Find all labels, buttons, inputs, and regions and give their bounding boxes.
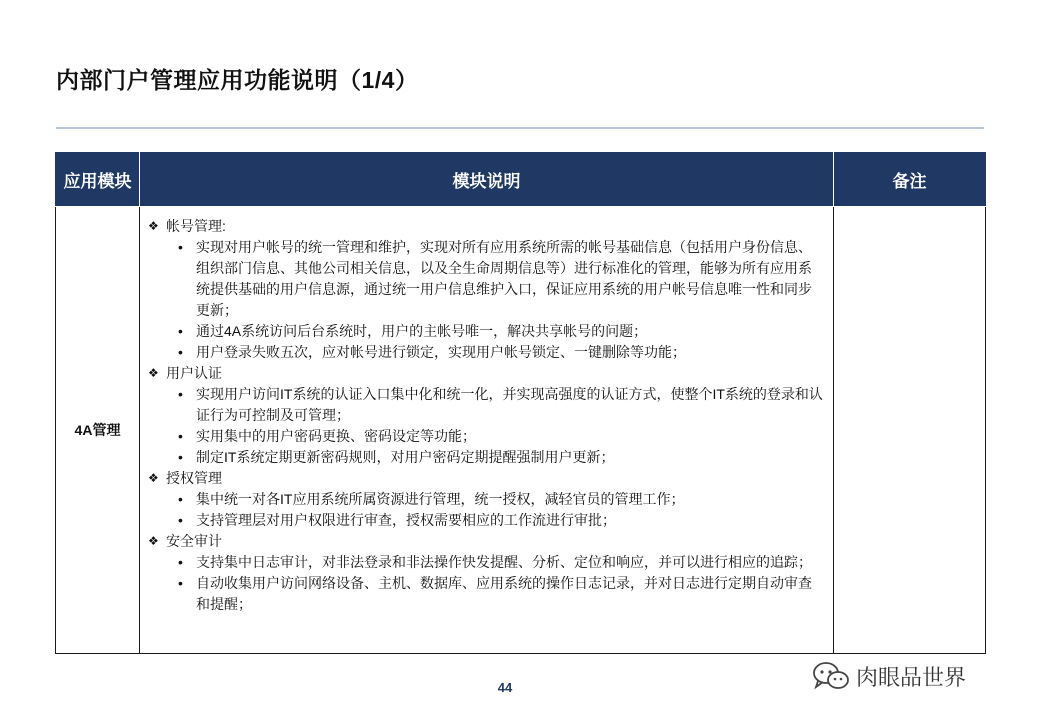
section-heading: [148, 468, 823, 489]
bullet-list: [148, 552, 823, 615]
bullet-dot-icon: •: [178, 449, 183, 465]
bullet-dot-icon: •: [178, 491, 183, 507]
title-divider: [56, 127, 984, 129]
list-item: [148, 342, 823, 363]
header-description: 模块说明: [140, 152, 834, 207]
bullet-dot-icon: •: [178, 323, 183, 339]
section-heading-text: 用户认证: [166, 365, 222, 381]
page-title: 内部门户管理应用功能说明（1/4）: [56, 67, 419, 93]
diamond-icon: ❖: [148, 471, 159, 485]
list-item: [148, 321, 823, 342]
list-item-text: 支持管理层对用户权限进行审查，授权需要相应的工作流进行审批；: [196, 512, 616, 528]
section-list: [148, 216, 823, 615]
header-remark: 备注: [834, 152, 986, 207]
bullet-dot-icon: •: [178, 428, 183, 444]
list-item-text: 实现对用户帐号的统一管理和维护，实现对所有应用系统所需的帐号基础信息（包括用户身份信息、组织部门信息、其他公司相关信息，以及全生命周期信息等）进行标准化的管理，能够为所有应用系统提供基础的用户信息源，通过统一用户信息维护入口，保证应用系统的用户帐号信息唯一性和同步更新；: [196, 239, 812, 318]
bullet-dot-icon: •: [178, 554, 183, 570]
bullet-list: [148, 384, 823, 468]
header-module: 应用模块: [56, 152, 140, 207]
list-item: [148, 489, 823, 510]
list-item-text: 支持集中日志审计，对非法登录和非法操作快发提醒、分析、定位和响应，并可以进行相应的追踪；: [196, 554, 812, 570]
section-heading-text: 帐号管理:: [166, 218, 226, 234]
watermark-text: 肉眼品世界: [856, 665, 967, 691]
page-number: 44: [497, 680, 513, 695]
list-item: [148, 510, 823, 531]
diamond-icon: ❖: [148, 366, 159, 380]
bullet-dot-icon: •: [178, 344, 183, 360]
bullet-dot-icon: •: [178, 575, 183, 591]
list-item: [148, 573, 823, 615]
list-item: [148, 237, 823, 321]
list-item-text: 实现用户访问IT系统的认证入口集中化和统一化，并实现高强度的认证方式，使整个IT系统的登录和认证行为可控制及可管理；: [196, 386, 823, 423]
section-heading: [148, 216, 823, 237]
module-cell: 4A管理: [56, 207, 140, 654]
list-item: [148, 447, 823, 468]
table-header-row: [56, 152, 986, 207]
bullet-dot-icon: •: [178, 512, 183, 528]
list-item-text: 自动收集用户访问网络设备、主机、数据库、应用系统的操作日志记录，并对日志进行定期自动审查和提醒；: [196, 575, 812, 612]
list-item-text: 通过4A系统访问后台系统时，用户的主帐号唯一，解决共享帐号的问题；: [196, 323, 648, 339]
section-heading: [148, 363, 823, 384]
bullet-list: [148, 237, 823, 363]
list-item-text: 集中统一对各IT应用系统所属资源进行管理，统一授权，减轻官员的管理工作；: [196, 491, 685, 507]
section-heading-text: 安全审计: [166, 533, 222, 549]
watermark: [812, 659, 966, 693]
list-item-text: 制定IT系统定期更新密码规则，对用户密码定期提醒强制用户更新；: [196, 449, 615, 465]
wechat-icon: [812, 661, 850, 691]
list-item-text: 用户登录失败五次，应对帐号进行锁定，实现用户帐号锁定、一键删除等功能；: [196, 344, 686, 360]
function-table: [55, 152, 986, 654]
list-item: [148, 426, 823, 447]
bullet-dot-icon: •: [178, 239, 183, 255]
list-item-text: 实用集中的用户密码更换、密码设定等功能；: [196, 428, 476, 444]
diamond-icon: ❖: [148, 219, 159, 233]
section-heading-text: 授权管理: [166, 470, 222, 486]
list-item: [148, 384, 823, 426]
description-cell: [140, 207, 834, 654]
bullet-list: [148, 489, 823, 531]
list-item: [148, 552, 823, 573]
table-row: [56, 207, 986, 654]
diamond-icon: ❖: [148, 534, 159, 548]
bullet-dot-icon: •: [178, 386, 183, 402]
section-heading: [148, 531, 823, 552]
remark-cell: [834, 207, 986, 654]
